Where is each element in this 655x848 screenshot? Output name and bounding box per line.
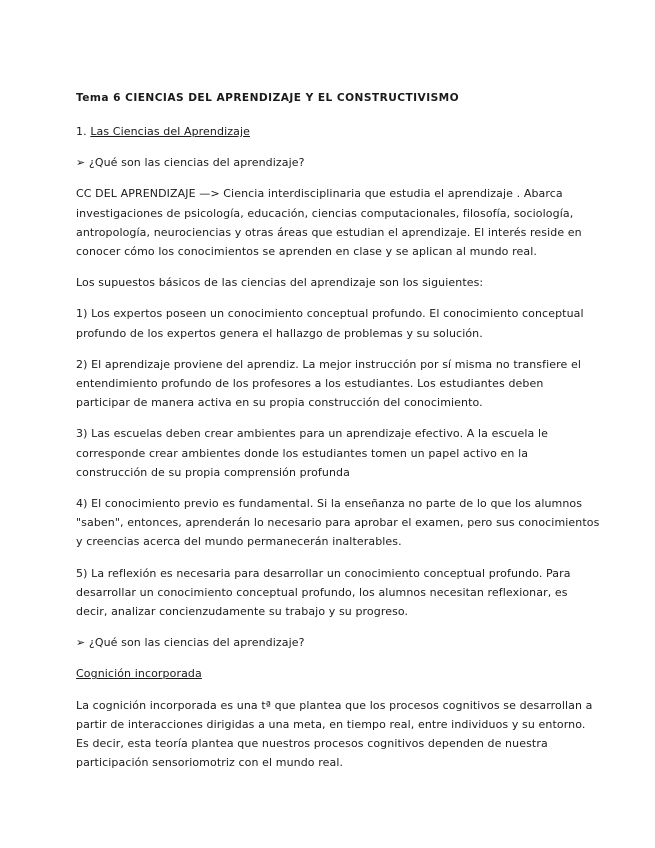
text-line: investigaciones de psicología, educación, ciencias computacionales, filosofía, sociología, bbox=[76, 206, 574, 220]
text-line: decir, analizar concienzudamente su trabajo y su progreso. bbox=[76, 605, 409, 619]
text-line: partir de interacciones dirigidas a una meta, en tiempo real, entre individuos y su entorno. bbox=[76, 717, 586, 731]
intro-paragraph: Los supuestos básicos de las ciencias del aprendizaje son los siguientes: bbox=[76, 276, 484, 290]
text-line: 5) La reflexión es necesaria para desarrollar un conocimiento conceptual profundo. Para bbox=[76, 566, 571, 580]
text-line: entendimiento profundo de los profesores a los estudiantes. Los estudiantes deben bbox=[76, 377, 544, 391]
text-line: 2) El aprendizaje proviene del aprendiz. La mejor instrucción por sí misma no transfiere el bbox=[76, 357, 582, 371]
text-line: 4) El conocimiento previo es fundamental. Si la enseñanza no parte de lo que los alumnos bbox=[76, 497, 583, 511]
document-title: Tema 6 CIENCIAS DEL APRENDIZAJE Y EL CONSTRUCTIVISMO bbox=[76, 92, 460, 104]
point-1 bbox=[76, 304, 595, 342]
text-line: conocer cómo los conocimientos se aprenden en clase y se aplican al mundo real. bbox=[76, 245, 537, 259]
section-heading bbox=[76, 122, 595, 141]
text-line: 1) Los expertos poseen un conocimiento conceptual profundo. El conocimiento conceptual bbox=[76, 307, 584, 321]
text-line: desarrollar un conocimiento conceptual profundo, los alumnos necesitan reflexionar, es bbox=[76, 585, 568, 599]
point-2 bbox=[76, 355, 595, 413]
point-4 bbox=[76, 494, 600, 552]
question-heading-1: ➢ ¿Qué son las ciencias del aprendizaje? bbox=[76, 156, 305, 170]
text-line: "saben", entonces, aprenderán lo necesario para aprobar el examen, pero sus conocimientos bbox=[76, 516, 600, 530]
text-line: construcción de su propia comprensión profunda bbox=[76, 465, 350, 479]
text-line: CC DEL APRENDIZAJE —> Ciencia interdisciplinaria que estudia el aprendizaje . Abarca bbox=[76, 187, 563, 201]
text-line: 3) Las escuelas deben crear ambientes para un aprendizaje efectivo. A la escuela le bbox=[76, 427, 548, 441]
text-line: La cognición incorporada es una tª que plantea que los procesos cognitivos se desarrollan a bbox=[76, 698, 593, 712]
point-3 bbox=[76, 424, 595, 482]
section-number: 1. bbox=[76, 125, 87, 138]
text-line: profundo de los expertos genera el hallazgo de problemas y su solución. bbox=[76, 326, 483, 340]
section-heading-text: Las Ciencias del Aprendizaje bbox=[90, 125, 250, 138]
cognition-paragraph bbox=[76, 696, 595, 773]
text-line: participar de manera activa en su propia construcción del conocimiento. bbox=[76, 396, 483, 410]
text-line: participación sensoriomotriz con el mundo real. bbox=[76, 756, 344, 770]
text-line: corresponde crear ambientes donde los estudiantes tomen un papel activo en la bbox=[76, 446, 529, 460]
text-line: antropología, neurociencias y otras áreas que estudian el aprendizaje. El interés reside en bbox=[76, 225, 582, 239]
definition-paragraph bbox=[76, 184, 595, 261]
question-heading-2: ➢ ¿Qué son las ciencias del aprendizaje? bbox=[76, 636, 305, 650]
text-line: y creencias acerca del mundo permanecerán inalterables. bbox=[76, 535, 402, 549]
subheading-cognicion: Cognición incorporada bbox=[76, 667, 202, 681]
point-5 bbox=[76, 564, 595, 622]
text-line: Es decir, esta teoría plantea que nuestros procesos cognitivos dependen de nuestra bbox=[76, 737, 548, 751]
